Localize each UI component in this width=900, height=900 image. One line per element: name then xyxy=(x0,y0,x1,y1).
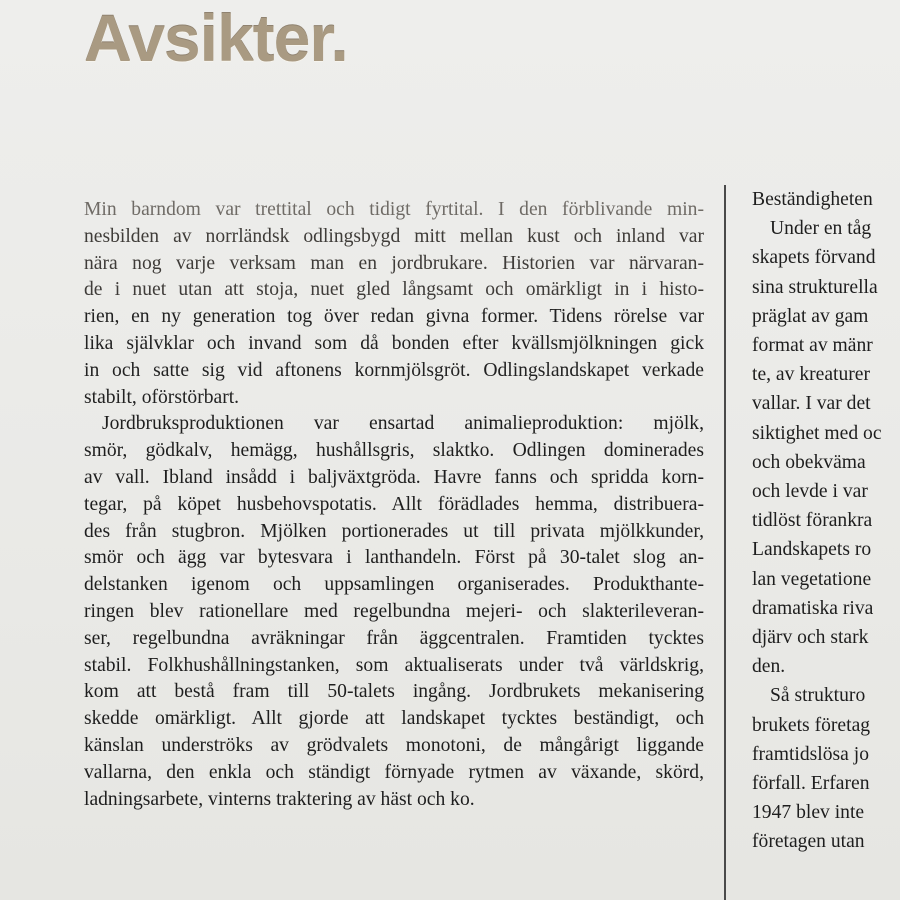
text-line: Jordbruksproduktionen var ensartad animalieproduktion: mjölk, xyxy=(102,413,704,435)
right-text-line: sina strukturella xyxy=(752,276,878,298)
text-line: stabilt, oförstörbart. xyxy=(84,386,240,408)
right-text-line: 1947 blev inte xyxy=(752,802,865,824)
text-line: de i nuet utan att stoja, nuet gled långsamt och omärkligt in i histo- xyxy=(84,279,704,301)
text-line: ladningsarbete, vinterns traktering av häst och ko. xyxy=(84,788,475,810)
paragraph-2 xyxy=(84,411,704,813)
text-line: ser, regelbundna avräkningar från äggcentralen. Framtiden tycktes xyxy=(84,627,704,649)
right-text-line: präglat av gam xyxy=(752,305,869,327)
right-text-line: den. xyxy=(752,656,786,678)
right-text-column xyxy=(752,185,900,857)
text-line: nesbilden av norrländsk odlingsbygd mitt mellan kust och inland var xyxy=(84,225,704,247)
column-divider xyxy=(724,185,726,900)
text-line: nära nog varje verksam man en jordbrukare. Historien var närvaran- xyxy=(84,252,704,274)
right-text-line: förfall. Erfaren xyxy=(752,773,870,795)
right-text-line: format av mänr xyxy=(752,335,873,357)
text-line: Min barndom var trettital och tidigt fyrtital. I den förblivande min- xyxy=(84,199,704,220)
text-line: skedde omärkligt. Allt gjorde att landskapet tycktes beständigt, och xyxy=(84,708,704,730)
text-line: kom att bestå fram till 50-talets ingång. Jordbrukets mekanisering xyxy=(84,681,704,703)
text-line: stabil. Folkhushållningstanken, som aktualiserats under två världskrig, xyxy=(84,654,704,676)
text-line: in och satte sig vid aftonens kornmjölsgröt. Odlingslandskapet verkade xyxy=(84,359,704,381)
text-line: delstanken igenom och uppsamlingen organiserades. Produkthante- xyxy=(84,574,704,596)
right-text-line: Så strukturo xyxy=(770,685,866,707)
text-line: smör, gödkalv, hemägg, hushållsgris, slaktko. Odlingen dominerades xyxy=(84,440,704,462)
right-text-line: framtidslösa jo xyxy=(752,743,869,765)
text-line: rien, en ny generation tog över redan givna former. Tidens rörelse var xyxy=(84,306,704,328)
right-text-line: siktighet med oc xyxy=(752,422,882,444)
right-text-line: brukets företag xyxy=(752,714,871,736)
paragraph-1 xyxy=(84,197,704,411)
right-text-line: skapets förvand xyxy=(752,247,876,269)
right-text-line: Landskapets ro xyxy=(752,539,872,561)
text-line: smör och ägg var bytesvara i lanthandeln. Först på 30-talet slog an- xyxy=(84,547,704,569)
right-text-line: te, av kreaturer xyxy=(752,364,871,386)
left-text-column xyxy=(84,197,704,813)
right-text-line: Under en tåg xyxy=(770,218,872,240)
chapter-title: Avsikter. xyxy=(84,1,348,75)
right-text-line: tidlöst förankra xyxy=(752,510,873,532)
right-text-line: vallar. I var det xyxy=(752,393,871,415)
text-line: av vall. Ibland insådd i baljväxtgröda. Havre fanns och spridda korn- xyxy=(84,466,704,488)
text-line: tegar, på köpet husbehovspotatis. Allt förädlades hemma, distribuera- xyxy=(84,493,704,515)
right-text-line: lan vegetatione xyxy=(752,568,872,590)
right-text-line: djärv och stark xyxy=(752,627,869,649)
right-text-line: Beständigheten xyxy=(752,189,873,210)
text-line: vallarna, den enkla och ständigt förnyade rytmen av växande, skörd, xyxy=(84,761,704,783)
right-text-line: företagen utan xyxy=(752,831,865,853)
right-text-line: dramatiska riva xyxy=(752,597,874,619)
text-line: känslan underströks av grödvalets monotoni, de mångårigt liggande xyxy=(84,734,704,756)
text-line: des från stugbron. Mjölken portionerades ut till privata mjölkkunder, xyxy=(84,520,704,542)
right-text-line: och obekväma xyxy=(752,451,866,473)
right-text-line: och levde i var xyxy=(752,481,868,503)
text-line: lika självklar och invand som då bonden efter kvällsmjölkningen gick xyxy=(84,332,704,354)
text-line: ringen blev rationellare med regelbundna mejeri- och slakterileveran- xyxy=(84,600,704,622)
